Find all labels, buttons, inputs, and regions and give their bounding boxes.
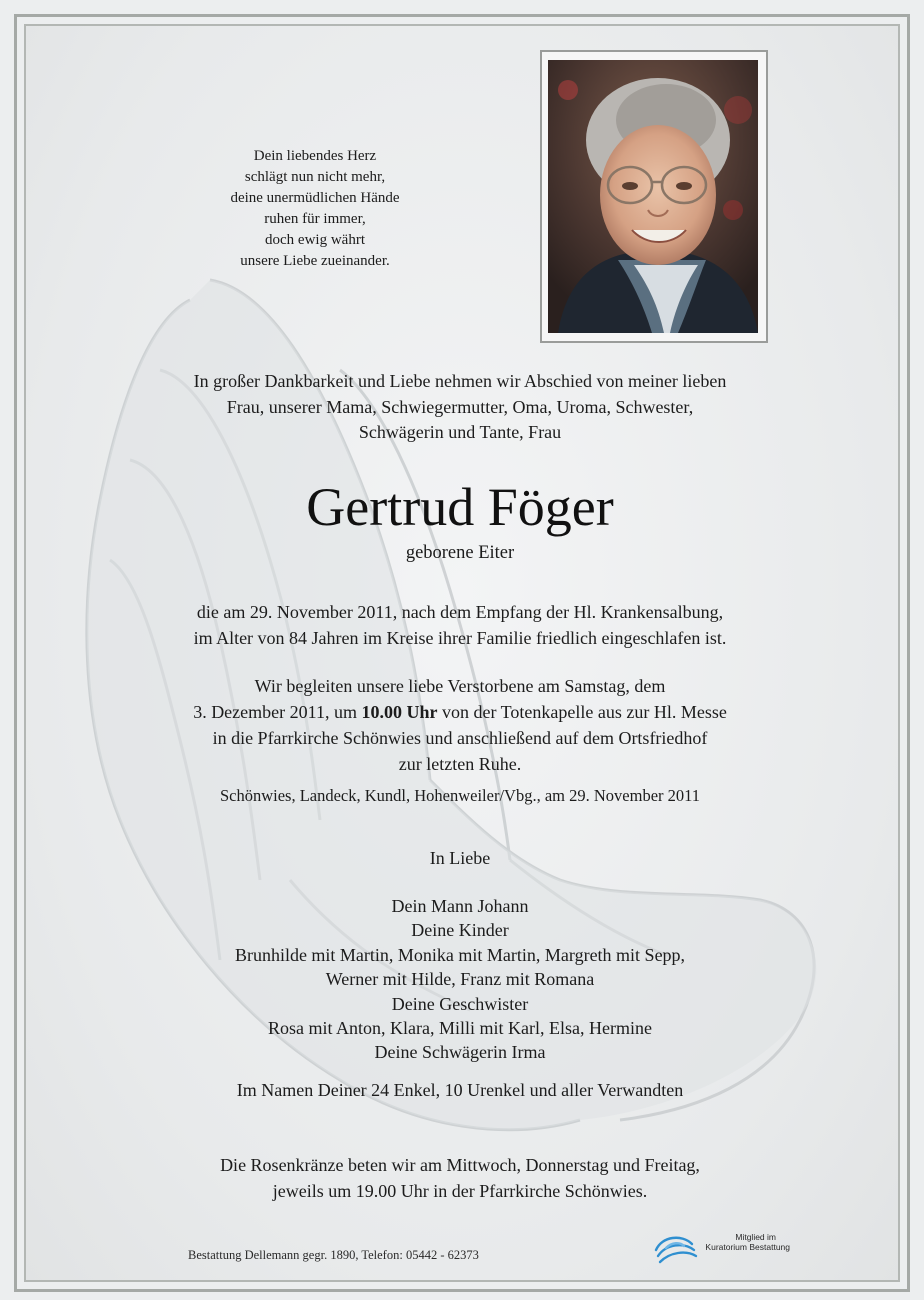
funeral-line <box>80 699 840 725</box>
family-line: Deine Schwägerin Irma <box>374 1042 546 1063</box>
funeral-date: 3. Dezember 2011, um <box>193 702 362 722</box>
logo-line-2: Kuratorium Bestattung <box>705 1242 790 1252</box>
grandchildren-line: Im Namen Deiner 24 Enkel, 10 Urenkel und aller Verwandten <box>236 1080 684 1100</box>
poem <box>180 146 450 272</box>
death-notice <box>80 599 840 651</box>
poem-line: schlägt nun nicht mehr, <box>244 169 386 185</box>
intro-line: Frau, unserer Mama, Schwiegermutter, Oma, Uroma, Schwester, <box>226 396 694 417</box>
logo-caption <box>680 1232 790 1252</box>
death-line: im Alter von 84 Jahren im Kreise ihrer Familie friedlich eingeschlafen ist. <box>193 628 727 648</box>
poem-line: doch ewig währt <box>265 232 365 248</box>
funeral-line: in die Pfarrkirche Schönwies und anschließend auf dem Ortsfriedhof <box>212 728 708 748</box>
rosary-notice <box>80 1152 840 1204</box>
poem-line: unsere Liebe zueinander. <box>240 253 390 269</box>
death-line: die am 29. November 2011, nach dem Empfang der Hl. Krankensalbung, <box>196 602 724 622</box>
portrait-photo <box>548 60 758 333</box>
intro-line: In großer Dankbarkeit und Liebe nehmen wir Abschied von meiner lieben <box>193 371 727 391</box>
maiden-name: geborene Eiter <box>405 543 515 563</box>
intro-text <box>110 369 810 446</box>
family-list <box>80 894 840 1065</box>
family-line: Deine Kinder <box>411 920 509 941</box>
family-line: Brunhilde mit Martin, Monika mit Martin, Margreth mit Sepp, <box>234 944 686 965</box>
poem-line: ruhen für immer, <box>264 211 366 227</box>
poem-line: deine unermüdlichen Hände <box>230 190 400 206</box>
family-line: Dein Mann Johann <box>391 896 529 916</box>
funeral-home-footer: Bestattung Dellemann gegr. 1890, Telefon: 05442 - 62373 <box>188 1248 479 1262</box>
logo-line-1: Mitglied im <box>735 1232 776 1242</box>
in-love: In Liebe <box>429 848 491 868</box>
rosary-line: Die Rosenkränze beten wir am Mittwoch, Donnerstag und Freitag, <box>220 1155 700 1175</box>
deceased-name: Gertrud Föger <box>306 477 614 537</box>
funeral-notice <box>80 673 840 777</box>
funeral-line: zur letzten Ruhe. <box>398 754 522 774</box>
funeral-time: 10.00 Uhr <box>361 702 438 722</box>
place-date: Schönwies, Landeck, Kundl, Hohenweiler/Vbg., am 29. November 2011 <box>219 786 701 805</box>
poem-line: Dein liebendes Herz <box>253 148 377 164</box>
intro-line: Schwägerin und Tante, Frau <box>358 422 562 442</box>
family-line: Rosa mit Anton, Klara, Milli mit Karl, Elsa, Hermine <box>268 1018 652 1039</box>
funeral-location: von der Totenkapelle aus zur Hl. Messe <box>437 702 727 722</box>
family-line: Deine Geschwister <box>391 993 529 1014</box>
funeral-line: Wir begleiten unsere liebe Verstorbene am Samstag, dem <box>254 676 666 696</box>
family-line: Werner mit Hilde, Franz mit Romana <box>325 969 595 990</box>
rosary-line: jeweils um 19.00 Uhr in der Pfarrkirche Schönwies. <box>272 1181 648 1201</box>
